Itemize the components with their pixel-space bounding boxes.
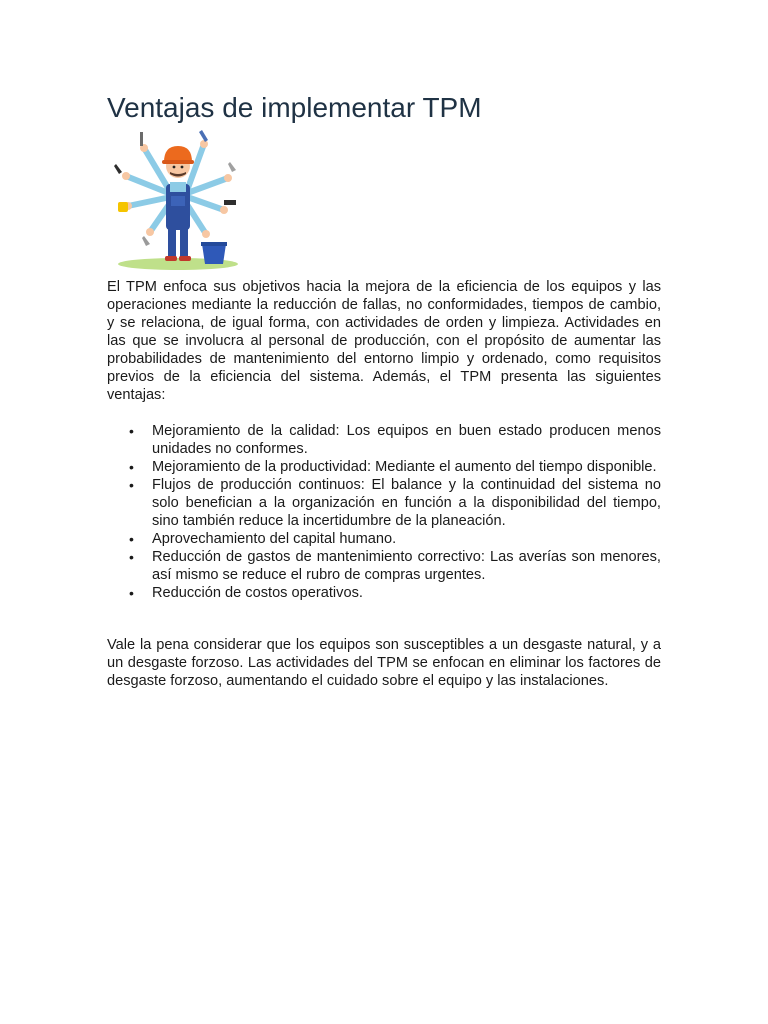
bullet-icon: • bbox=[129, 585, 134, 601]
list-item bbox=[107, 476, 661, 530]
list-item-text: Mejoramiento de la productividad: Mediante el aumento del tiempo disponible. bbox=[152, 459, 657, 475]
bullet-icon: • bbox=[129, 549, 134, 565]
bullet-icon: • bbox=[129, 459, 134, 475]
list-item-text: Reducción de gastos de mantenimiento correctivo: Las averías son menores, así mismo se reduce el rubro de compras urgentes. bbox=[152, 549, 661, 583]
bullet-icon: • bbox=[129, 531, 134, 547]
list-item-text: Mejoramiento de la calidad: Los equipos en buen estado producen menos unidades no conformes. bbox=[152, 423, 661, 457]
list-item-text: Reducción de costos operativos. bbox=[152, 585, 363, 601]
list-item-text: Flujos de producción continuos: El balance y la continuidad del sistema no solo benefician a la organización en función a la disponibilidad del tiempo, sino también reduce la incertidumbre de la planeación. bbox=[152, 477, 661, 529]
multitasking-worker-icon bbox=[106, 126, 246, 272]
list-item bbox=[107, 458, 661, 476]
bullet-icon: • bbox=[129, 477, 134, 493]
advantages-list bbox=[107, 422, 661, 602]
page-title: Ventajas de implementar TPM bbox=[107, 92, 482, 123]
list-item bbox=[107, 530, 661, 548]
list-item bbox=[107, 548, 661, 584]
closing-paragraph: Vale la pena considerar que los equipos son susceptibles a un desgaste natural, y a un desgaste forzoso. Las actividades del TPM se enfocan en eliminar los factores de desgaste forzoso, aumentando el cuidado sobre el equipo y las instalaciones. bbox=[107, 637, 661, 689]
list-item bbox=[107, 584, 661, 602]
list-item bbox=[107, 422, 661, 458]
bullet-icon: • bbox=[129, 423, 134, 439]
list-item-text: Aprovechamiento del capital humano. bbox=[152, 531, 397, 547]
intro-paragraph: El TPM enfoca sus objetivos hacia la mejora de la eficiencia de los equipos y las operaciones mediante la reducción de fallas, no conformidades, tiempos de cambio, y se relaciona, de igual forma, con actividades de orden y limpieza. Actividades en las que se involucra al personal de producción, con el propósito de aumentar las probabilidades de mantenimiento del entorno limpio y ordenado, como requisitos previos de la eficiencia del sistema. Además, el TPM presenta las siguientes ventajas: bbox=[107, 279, 661, 403]
